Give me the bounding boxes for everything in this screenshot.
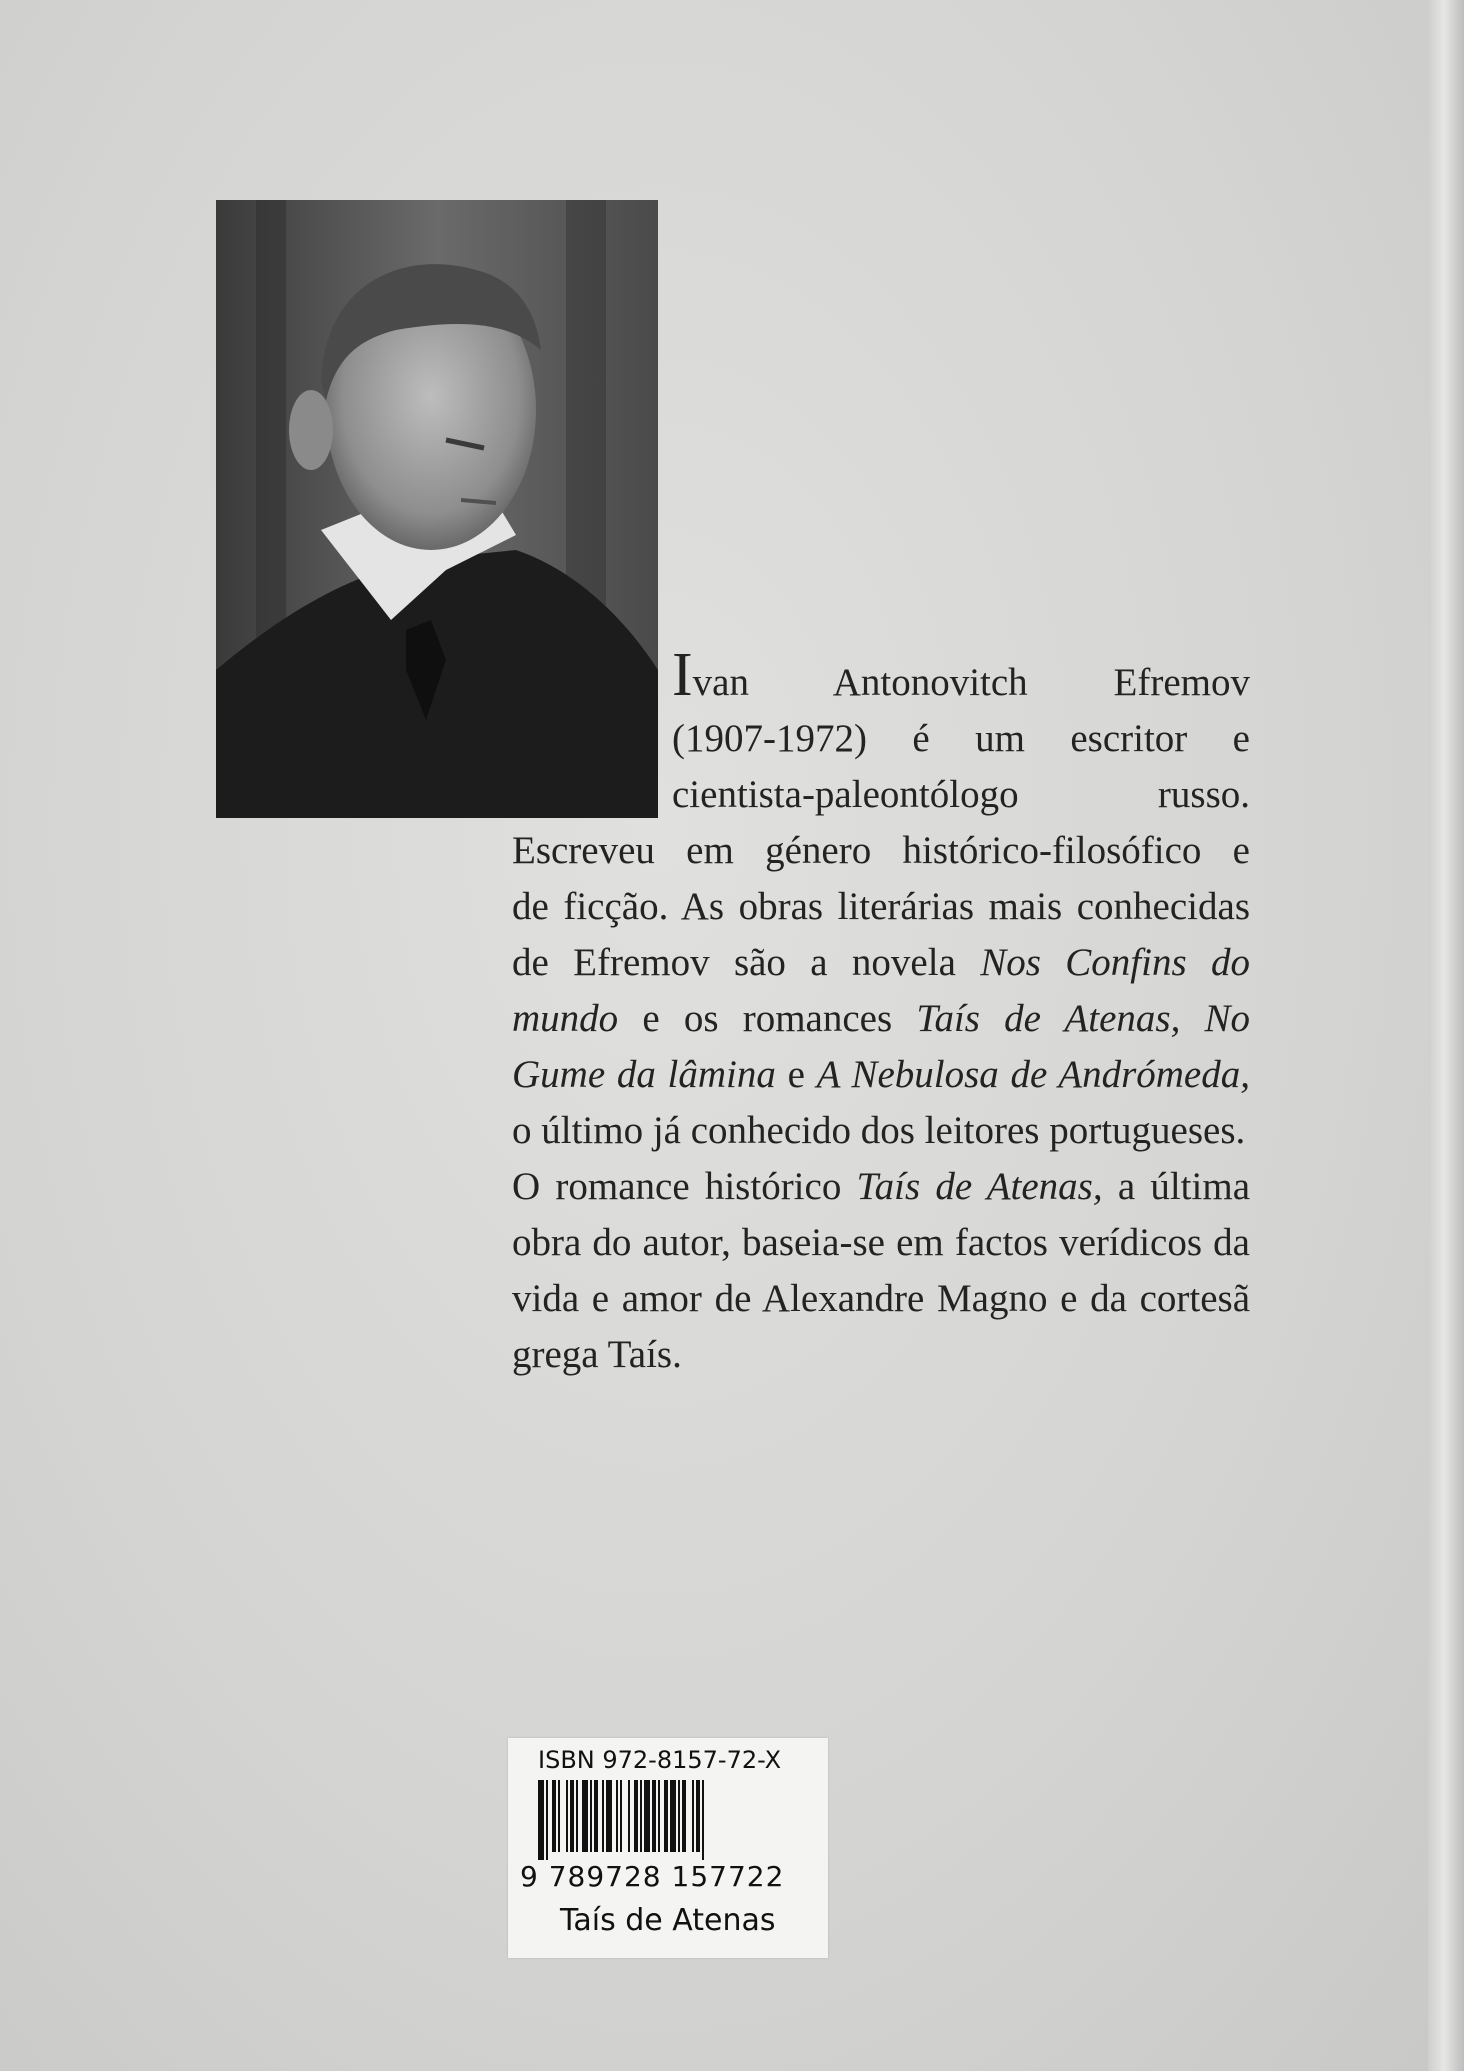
- bio-paragraph-novel: O romance histórico Taís de Atenas, a última obra do autor, baseia-se em factos verídicos da vida e amor de Alexandre Magno e da cortesã grega Taís.: [512, 1165, 1250, 1376]
- bio-line: de ficção. As obras literárias mais conhecidas: [512, 885, 1250, 928]
- isbn-number: ISBN 972-8157-72-X: [538, 1746, 782, 1774]
- work-title: Taís de Atenas,: [916, 997, 1181, 1040]
- work-title: Taís de Atenas,: [856, 1165, 1103, 1208]
- barcode-label: [508, 1738, 828, 1958]
- cover-edge: [1428, 0, 1464, 2071]
- barcode-book-title: Taís de Atenas: [560, 1903, 776, 1938]
- work-title: Nos Confins do mundo: [512, 941, 1250, 1040]
- bio-line: (1907-1972) é um escritor e: [672, 717, 1250, 760]
- bio-line: Escreveu em género histórico-filosófico e: [512, 829, 1250, 872]
- work-title: No Gume da lâmina: [512, 997, 1251, 1096]
- work-title: A Nebulosa de Andrómeda,: [816, 1053, 1250, 1096]
- author-biography: [512, 641, 1251, 1383]
- bio-paragraph-works: de Efremov são a novela Nos Confins do mundo e os romances Taís de Atenas, No Gume da lâmina e A Nebulosa de Andrómeda, o último já conhecido dos leitores portugueses.: [512, 941, 1251, 1152]
- barcode-bars: [538, 1780, 808, 1860]
- bio-line: Ivan Antonovitch Efremov: [672, 641, 1250, 709]
- ean-number: 9 789728 157722: [520, 1860, 785, 1893]
- drop-cap: I: [672, 641, 693, 709]
- bio-line: cientista-paleontólogo russo.: [672, 773, 1250, 816]
